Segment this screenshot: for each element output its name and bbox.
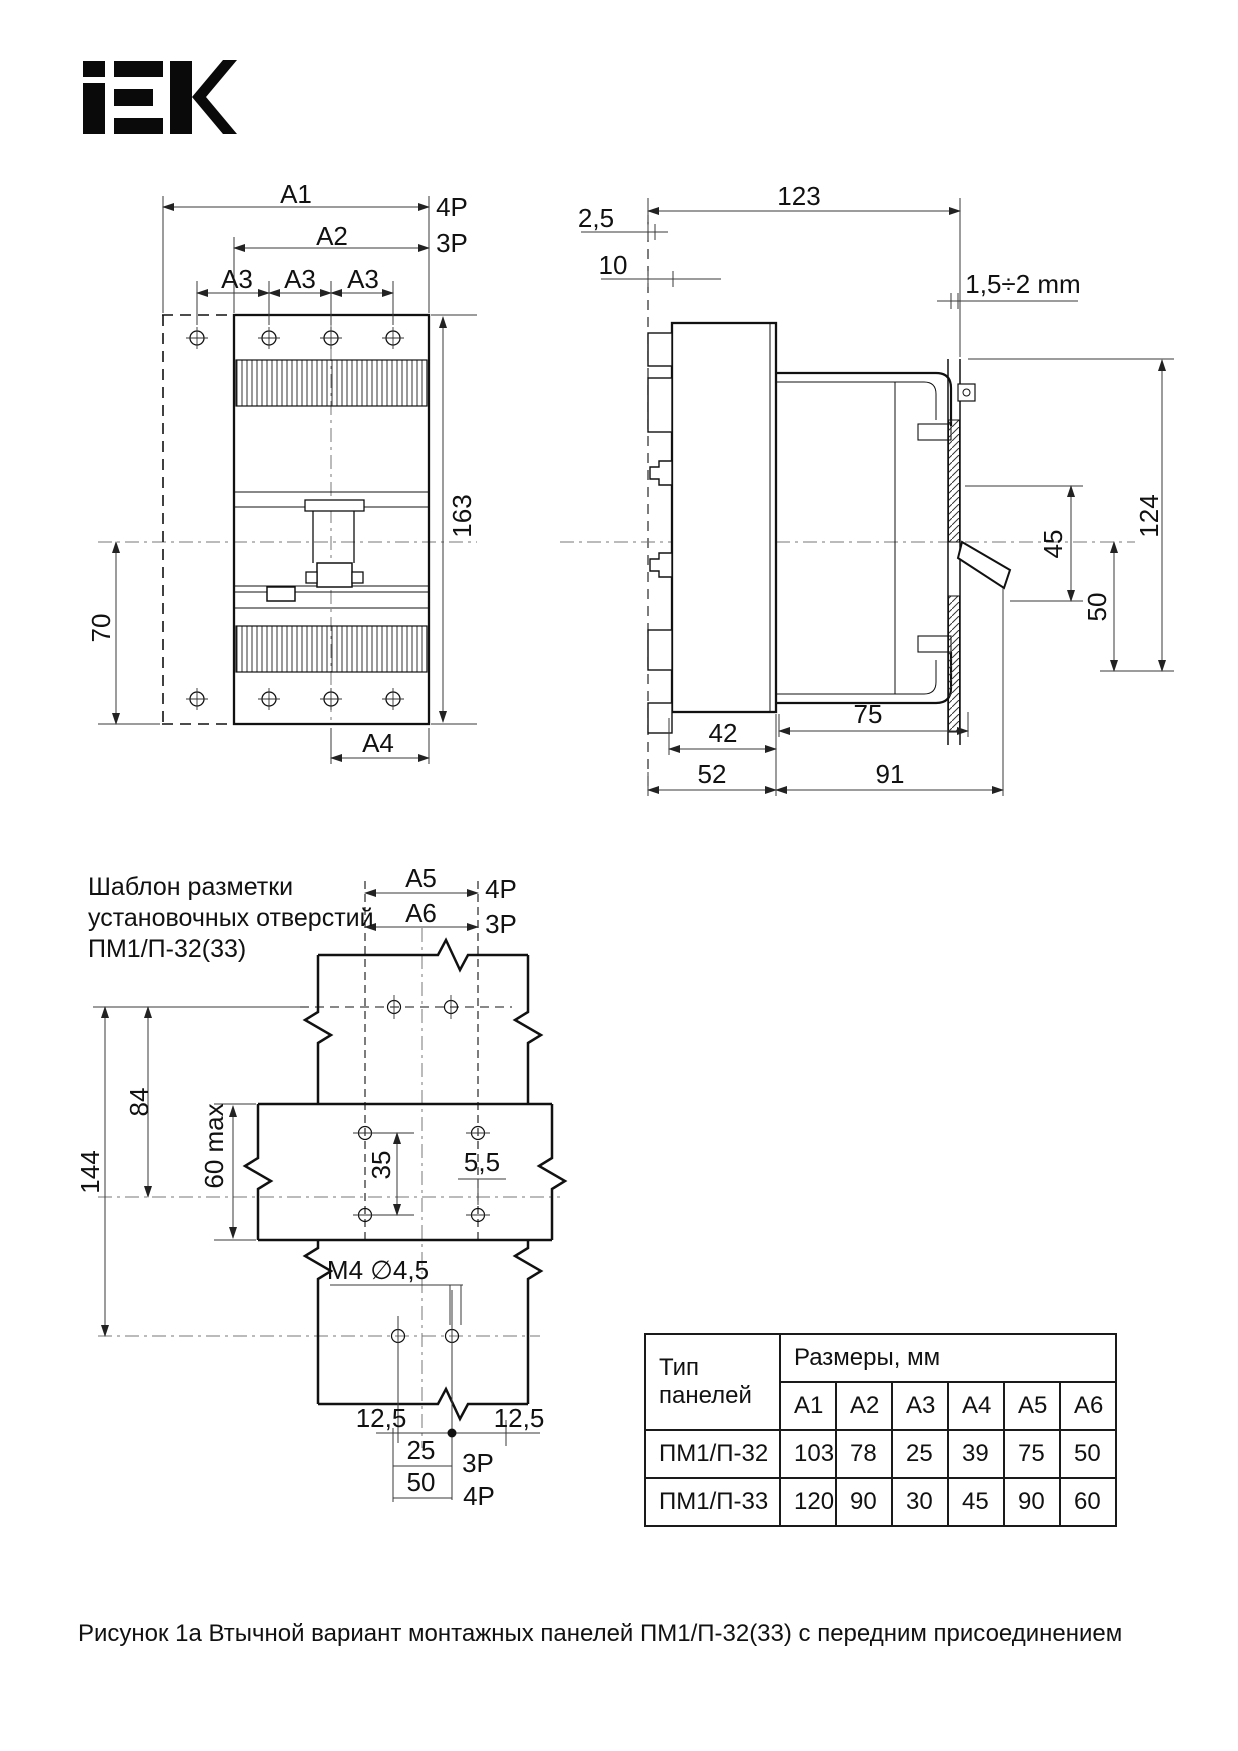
- dim-label-2-5: 2,5: [577, 203, 615, 233]
- dim-label-42: 42: [708, 718, 738, 748]
- dim-label-12-5-right: 12,5: [493, 1403, 545, 1433]
- dim-label-163: 163: [447, 494, 477, 538]
- pole-label-4p: 4P: [436, 192, 468, 222]
- table-cell: 75: [1004, 1430, 1060, 1478]
- table-cell: 90: [1004, 1478, 1060, 1526]
- table-cell: 25: [892, 1430, 948, 1478]
- table-cell: 50: [1060, 1430, 1116, 1478]
- pole-label-4p-bottom: 4P: [463, 1481, 495, 1511]
- table-cell: 78: [836, 1430, 892, 1478]
- table-cell: 120: [780, 1478, 836, 1526]
- table-header-a2: A2: [836, 1382, 892, 1430]
- table-header-a1: A1: [780, 1382, 836, 1430]
- pole-label-4p-template: 4P: [485, 874, 517, 904]
- template-title-line3: ПМ1/П-32(33): [88, 935, 247, 963]
- thread-label-m4: M4 ∅4,5: [326, 1255, 430, 1285]
- table-header-a5: A5: [1004, 1382, 1060, 1430]
- table-cell: 45: [948, 1478, 1004, 1526]
- dim-label-a4: A4: [362, 728, 394, 758]
- dim-label-60max: 60 max: [199, 1103, 229, 1189]
- dim-label-75: 75: [853, 699, 883, 729]
- dim-label-45: 45: [1038, 529, 1068, 559]
- table-row: [645, 1334, 1116, 1382]
- table-cell: 103: [780, 1430, 836, 1478]
- pole-label-3p: 3P: [436, 228, 468, 258]
- table-cell: 90: [836, 1478, 892, 1526]
- dim-label-a1: A1: [280, 179, 312, 209]
- dim-label-a5: A5: [405, 863, 437, 893]
- table-header-a6: A6: [1060, 1382, 1116, 1430]
- table-cell: 39: [948, 1430, 1004, 1478]
- dim-label-5-5: 5,5: [463, 1147, 501, 1177]
- dim-label-25: 25: [406, 1435, 436, 1465]
- table-cell-type-33: ПМ1/П-33: [645, 1478, 780, 1526]
- dim-label-70: 70: [86, 613, 116, 643]
- dim-label-a3-2: A3: [284, 264, 316, 294]
- dim-label-35: 35: [366, 1150, 396, 1180]
- dim-label-91: 91: [875, 759, 905, 789]
- panel-size-table: [644, 1333, 1117, 1527]
- template-title-line2: установочных отверстий: [88, 904, 374, 932]
- dim-label-a3-3: A3: [347, 264, 379, 294]
- dim-label-52: 52: [697, 759, 727, 789]
- table-row: [645, 1478, 1116, 1526]
- template-title: [88, 872, 374, 965]
- dim-label-50-template: 50: [406, 1467, 436, 1497]
- table-cell-type-32: ПМ1/П-32: [645, 1430, 780, 1478]
- figure-caption: Рисунок 1а Втычной вариант монтажных панелей ПМ1/П-32(33) с передним присоединением: [78, 1620, 1123, 1647]
- dim-label-a6: A6: [405, 898, 437, 928]
- dim-label-12-5-left: 12,5: [355, 1403, 407, 1433]
- table-header-a3: A3: [892, 1382, 948, 1430]
- table-header-sizes: Размеры, мм: [780, 1334, 1116, 1382]
- table-cell: 60: [1060, 1478, 1116, 1526]
- dim-label-144: 144: [75, 1150, 105, 1194]
- dim-label-gap: 1,5÷2 mm: [965, 269, 1081, 299]
- table-cell: 30: [892, 1478, 948, 1526]
- table-row: [645, 1430, 1116, 1478]
- dim-label-a3-1: A3: [221, 264, 253, 294]
- dim-label-a2: A2: [316, 221, 348, 251]
- dim-label-124: 124: [1134, 494, 1164, 538]
- pole-label-3p-template: 3P: [485, 909, 517, 939]
- table-header-type: Тип панелей: [645, 1334, 780, 1430]
- template-title-line1: Шаблон разметки: [88, 873, 294, 901]
- dim-label-123: 123: [777, 181, 821, 211]
- pole-label-3p-bottom: 3P: [462, 1448, 494, 1478]
- dim-label-84: 84: [124, 1087, 154, 1117]
- dim-label-50: 50: [1082, 592, 1112, 622]
- dim-label-10: 10: [598, 250, 628, 280]
- table-header-a4: A4: [948, 1382, 1004, 1430]
